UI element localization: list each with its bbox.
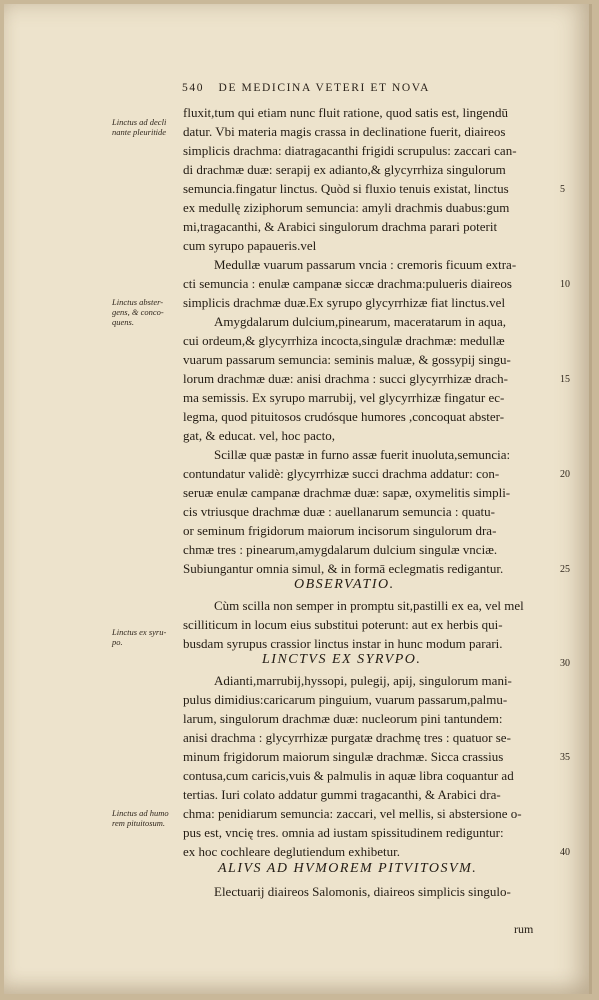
text-line: pus est, vncię tres. omnia ad iustam spissitudinem rediguntur: [183,825,504,840]
text-line: Subiungantur omnia simul, & in formā eclegmatis redigantur. [183,561,504,576]
text-line: Scillæ quæ pastæ in furno assæ fuerit inuoluta,semuncia: [214,447,511,462]
text-line: ex medullę ziziphorum semuncia: amyli drachmis duabus:gum [183,200,510,215]
margin-note: Linctus ad humo rem pituitosum. [112,808,169,828]
text-line: busdam syrupus crassior linctus instar in hunc modum parari. [183,636,503,651]
text-line: simplicis drachmæ duæ.Ex syrupo glycyrrhizæ fiat linctus.vel [183,295,506,310]
line-number: 25 [560,564,570,575]
catchword: rum [514,922,534,936]
text-line: contusa,cum caricis,vuis & palmulis in aquæ libra coquantur ad [183,768,514,783]
page-number: 540 [182,82,205,94]
margin-note: Linctus abster- gens, & conco- quens. [112,297,164,327]
text-line: simplicis drachma: diatragacanthi frigidi scrupulus: zaccari can- [183,143,517,158]
text-line: mi,tragacanthi, & Arabici singulorum drachma parari poterit [183,219,498,234]
text-line: Electuarij diaireos Salomonis, diaireos simplicis singulo- [214,884,511,899]
text-line: seruæ enulæ campanæ drachmæ duæ: sapæ, oxymelitis simpli- [183,485,511,500]
text-line: or seminum frigidorum maiorum incisorum singulorum dra- [183,523,497,538]
line-number: 15 [560,374,570,385]
text-line: Medullæ vuarum passarum vncia : cremoris ficuum extra- [214,257,517,272]
text-line: contundatur validè: glycyrrhizæ succi drachma addatur: con- [183,466,500,481]
text-line: scilliticum in locum eius substitui poterunt: aut ex herbis qui- [183,617,503,632]
text-line: cis vtriusque drachmæ duæ : auellanarum semuncia : quatu- [183,504,495,519]
text-line: ex hoc cochleare deglutiendum exhibetur. [183,844,400,859]
text-line: Adianti,marrubij,hyssopi, pulegij, apij, singulorum mani- [214,673,512,688]
text-line: tertias. Iuri colato addatur gummi tragacanthi, & Arabici dra- [183,787,501,802]
text-line: chma: penidiarum semuncia: zaccari, vel mellis, si abstersione o- [183,806,522,821]
section-heading: OBSERVATIO. [294,577,395,592]
section-heading: LINCTVS EX SYRVPO. [262,652,422,667]
text-line: semuncia.fingatur linctus. Quòd si fluxio tenuis existat, linctus [183,181,509,196]
text-line: Cùm scilla non semper in promptu sit,pastilli ex ea, vel mel [214,598,524,613]
text-line: lorum drachmæ duæ: anisi drachma : succi glycyrrhizæ drach- [183,371,508,386]
text-line: vuarum passarum semuncia: seminis maluæ, & gossypij singu- [183,352,511,367]
line-number: 30 [560,658,570,669]
line-number: 10 [560,279,570,290]
line-number: 35 [560,752,570,763]
running-head [182,82,582,94]
text-line: ma semissis. Ex syrupo marrubij, vel glycyrrhizæ fingatur ec- [183,390,505,405]
text-line: cui ordeum,& glycyrrhiza incocta,singulæ drachmæ: medullæ [183,333,505,348]
text-line: cti semuncia : enulæ campanæ siccæ drachma:pulueris diaireos [183,276,512,291]
line-number: 40 [560,847,570,858]
text-line: minum frigidorum maiorum singulæ drachmæ. Sicca crassius [183,749,504,764]
text-line: chmæ tres : pinearum,amygdalarum dulcium singulæ vnciæ. [183,542,498,557]
section-heading: ALIVS AD HVMOREM PITVITOSVM. [218,861,478,876]
book-page [4,4,592,994]
text-line: legma, quod pituitosos crudósque humores ,concoquat abster- [183,409,505,424]
text-line: anisi drachma : glycyrrhizæ purgatæ drachmę tres : quatuor se- [183,730,511,745]
text-line: Amygdalarum dulcium,pinearum, maceratarum in aqua, [214,314,507,329]
margin-note: Linctus ex syru- po. [112,627,167,647]
text-line: fluxit,tum qui etiam nunc fluit ratione, quod satis est, lingendū [183,105,508,120]
text-line: gat, & educat. vel, hoc pacto, [183,428,335,443]
running-title: DE MEDICINA VETERI ET NOVA [218,82,431,94]
text-line: pulus dimidius:caricarum pinguium, vuarum passarum,palmu- [183,692,508,707]
text-line: di drachmæ duæ: serapij ex adianto,& glycyrrhiza singulorum [183,162,506,177]
margin-note: Linctus ad decli nante pleuritide [112,117,167,137]
text-line: datur. Vbi materia magis crassa in declinatione fuerit, diaireos [183,124,506,139]
text-line: cum syrupo papaueris.vel [183,238,317,253]
line-number: 5 [560,184,565,195]
line-number: 20 [560,469,570,480]
text-line: larum, singulorum drachmæ duæ: nucleorum pini tantundem: [183,711,503,726]
